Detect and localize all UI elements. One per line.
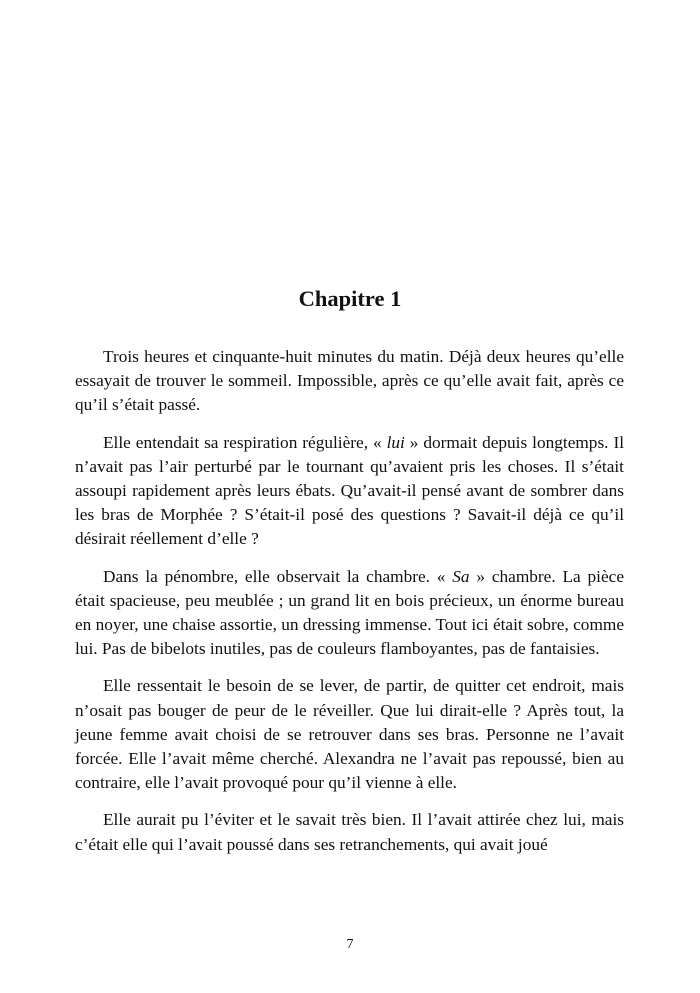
paragraph-3-end: » chambre. La pièce était spacieuse, peu meublée ; un grand lit en bois précieux, un énorme bureau en noyer, une chaise assortie, un dressing immense. Tout ici était sobre, comme lui. Pas de bibelots inutiles, pas de couleurs flamboyantes, pas de fantaisies. — [75, 566, 624, 659]
paragraph-2-emphasis: lui — [386, 432, 405, 452]
chapter-body — [75, 345, 624, 857]
paragraph-5: Elle aurait pu l’éviter et le savait très bien. Il l’avait attirée chez lui, mais c’était elle qui l’avait poussé dans ses retranchements, qui avait joué — [75, 810, 624, 854]
paragraph-3-start: Dans la pénombre, elle observait la chambre. « — [103, 566, 453, 586]
chapter-title: Chapitre 1 — [298, 286, 402, 311]
paragraph-3 — [75, 565, 624, 662]
paragraph-2-end: » dormait depuis longtemps. Il n’avait pas l’air perturbé par le tournant qu’avaient pris les choses. Il s’était assoupi rapidement après leurs ébats. Qu’avait-il pensé avant de sombrer dans les bras de Morphée ? S’était-il posé des questions ? Savait-il déjà ce qu’il désirait réellement d’elle ? — [75, 432, 625, 549]
page-number: 7 — [346, 937, 354, 952]
paragraph-2-start: Elle entendait sa respiration régulière, « — [103, 432, 387, 452]
paragraph-2 — [75, 431, 624, 552]
paragraph-3-emphasis: Sa — [452, 566, 470, 586]
paragraph-1: Trois heures et cinquante-huit minutes du matin. Déjà deux heures qu’elle essayait de trouver le sommeil. Impossible, après ce qu’elle avait fait, après ce qu’il s’était passé. — [75, 347, 624, 415]
paragraph-4: Elle ressentait le besoin de se lever, de partir, de quitter cet endroit, mais n’osait pas bouger de peur de le réveiller. Que lui dirait-elle ? Après tout, la jeune femme avait choisi de se retrouver dans ses bras. Personne ne l’avait forcée. Elle l’avait même cherché. Alexandra ne l’avait pas repoussé, bien au contraire, elle l’avait provoqué pour qu’il vienne à elle. — [75, 676, 624, 793]
